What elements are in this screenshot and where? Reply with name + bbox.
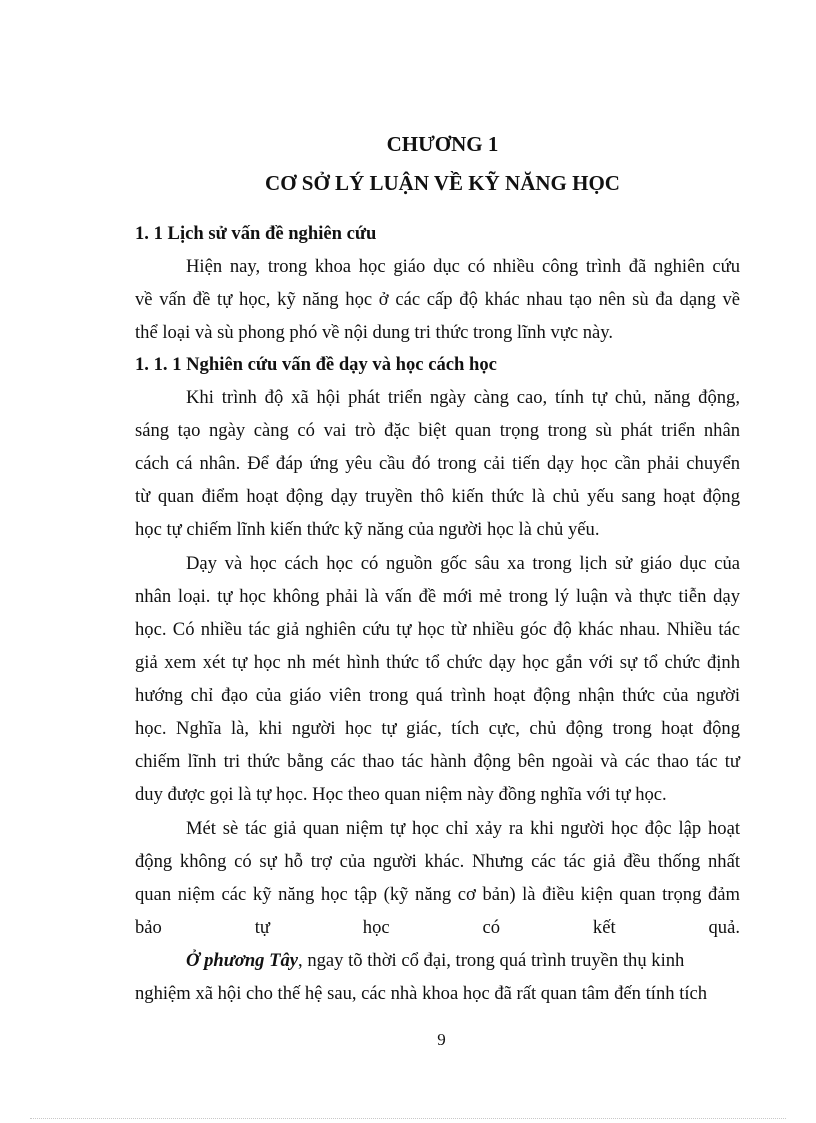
paragraph-line: Khi trình độ xã hội phát triển ngày càng cao, tính tự chủ, năng động, xyxy=(186,387,740,408)
paragraph-line: cách cá nhân. Để đáp ứng yêu cầu đó trong cải tiến dạy học cần phải chuyển xyxy=(135,453,740,474)
paragraph-line: hướng chỉ đạo của giáo viên trong quá trình hoạt động nhận thức của người xyxy=(135,685,740,706)
section-heading-1-1: 1. 1 Lịch sử vấn đề nghiên cứu xyxy=(135,223,377,244)
paragraph-line: nhân loại. tự học không phải là vấn đề mới mẻ trong lý luận và thực tiễn dạy xyxy=(135,586,740,607)
paragraph-line: chiếm lĩnh tri thức bằng các thao tác hành động bên ngoài và các thao tác tư xyxy=(135,751,740,772)
page-break-divider xyxy=(30,1118,786,1119)
chapter-number: CHƯƠNG 1 xyxy=(386,132,499,156)
emphasis-text: Ở phương Tây xyxy=(186,950,299,971)
paragraph-text: , ngay tõ thời cổ đại, trong quá trình truyền thụ kinh xyxy=(298,950,685,971)
paragraph-line: từ quan điểm hoạt động dạy truyền thô kiến thức là chủ yếu sang hoạt động xyxy=(135,486,740,507)
paragraph-line: Hiện nay, trong khoa học giáo dục có nhiều công trình đã nghiên cứu xyxy=(186,256,740,277)
paragraph-line: học. Nghĩa là, khi người học tự giác, tích cực, chủ động trong hoạt động xyxy=(135,718,740,739)
paragraph-line: học. Có nhiều tác giả nghiên cứu tự học từ nhiều góc độ khác nhau. Nhiều tác xyxy=(135,619,740,640)
paragraph-line: Mét sè tác giả quan niệm tự học chỉ xảy ra khi người học độc lập hoạt xyxy=(186,818,740,839)
paragraph-line: động không có sự hỗ trợ của người khác. Nhưng các tác giả đều thống nhất xyxy=(135,851,740,872)
paragraph-line: giả xem xét tự học nh mét hình thức tổ chức dạy học gắn với sự tổ chức định xyxy=(135,652,740,673)
paragraph-line: nghiệm xã hội cho thế hệ sau, các nhà khoa học đã rất quan tâm đến tính tích xyxy=(135,983,708,1004)
paragraph-line: về vấn đề tự học, kỹ năng học ở các cấp độ khác nhau tạo nên sù đa dạng về xyxy=(135,289,740,310)
paragraph-line: thể loại và sù phong phó về nội dung tri thức trong lĩnh vực này. xyxy=(135,322,614,343)
chapter-title: CƠ SỞ LÝ LUẬN VỀ KỸ NĂNG HỌC xyxy=(265,171,620,195)
paragraph-line: quan niệm các kỹ năng học tập (kỹ năng cơ bản) là điều kiện quan trọng đảm xyxy=(135,884,740,905)
paragraph-line: bảo tự học có kết quả. xyxy=(135,917,740,938)
paragraph-line: sáng tạo ngày càng có vai trò đặc biệt quan trọng trong sù phát triển nhân xyxy=(135,420,740,441)
page-number: 9 xyxy=(437,1030,446,1049)
paragraph-line xyxy=(186,950,740,972)
section-heading-1-1-1: 1. 1. 1 Nghiên cứu vấn đề dạy và học cách học xyxy=(135,354,497,375)
paragraph-line: duy được gọi là tự học. Học theo quan niệm này đồng nghĩa với tự học. xyxy=(135,784,667,805)
paragraph-line: Dạy và học cách học có nguồn gốc sâu xa trong lịch sử giáo dục của xyxy=(186,553,740,574)
paragraph-line: học tự chiếm lĩnh kiến thức kỹ năng của người học là chủ yếu. xyxy=(135,519,600,540)
